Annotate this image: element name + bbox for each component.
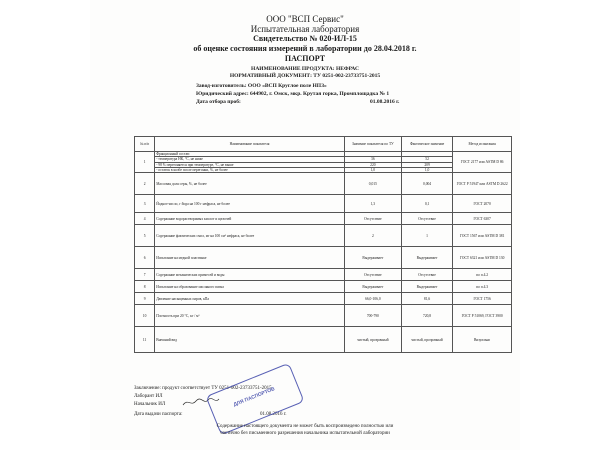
lab-name: Испытательная лаборатория	[250, 24, 360, 34]
row-method: ГОСТ 1756	[453, 293, 512, 305]
row-method: ГОСТ 2177 или ASTM D 86	[453, 152, 512, 173]
row-name: - остаток в колбе после перегонки, %, не более	[155, 167, 345, 172]
row-method: ГОСТ 6307	[453, 213, 512, 225]
row-method: ГОСТ 6321 или ASTM D 130	[453, 247, 512, 269]
header-no: № п/п	[135, 137, 155, 152]
row-norm: 66,0-106,0	[344, 293, 401, 305]
row-norm: Отсутствие	[344, 213, 401, 225]
table-row	[135, 327, 512, 353]
row-no: 7	[135, 269, 155, 281]
row-no: 5	[135, 225, 155, 247]
legal-address: Юридический адрес: 644902, г. Омск, мкр. Крутая горка, Промплощадка № 1	[196, 91, 390, 97]
copyright-note-line-1: Содержание настоящего документа не может быть воспроизведено полностью или	[216, 424, 394, 429]
header-name: Наименование показателя	[155, 137, 345, 152]
row-fact: 0,1	[401, 195, 452, 213]
header-method: Метод испытания	[453, 137, 512, 152]
row-fact: 1	[401, 225, 452, 247]
row-norm: 1,3	[344, 195, 401, 213]
row-name: Давление насыщенных паров, кПа	[155, 293, 345, 305]
table-row	[135, 305, 512, 327]
row-fact: 209	[401, 162, 452, 167]
issue-date-label: Дата выдачи паспорта:	[134, 412, 183, 417]
row-method: Визуально	[453, 327, 512, 353]
table-row	[135, 225, 512, 247]
sample-date-label: Дата отбора проб:	[196, 99, 241, 105]
row-name: Испытание на образование масляного пятна	[155, 281, 345, 293]
row-name: Йодное число, г йода на 100 г нефраса, не более	[155, 195, 345, 213]
header-norm: Значение показателя по ТУ	[344, 137, 401, 152]
certificate-number: Свидетельство № 020-ИЛ-15	[253, 34, 357, 43]
row-fact: 52	[401, 157, 452, 162]
row-name: Содержание фактических смол, мг на 100 см³ нефраса, не более	[155, 225, 345, 247]
row-name: Содержание механических примесей и воды	[155, 269, 345, 281]
row-no: 6	[135, 247, 155, 269]
conclusion: Заключение: продукт соответствует ТУ 0251-002-23733751-2015	[134, 386, 272, 391]
row-norm: 0,015	[344, 173, 401, 195]
row-norm: Отсутствие	[344, 269, 401, 281]
row-norm: чистый, прозрачный	[344, 327, 401, 353]
row-fact: 720,8	[401, 305, 452, 327]
row-fact: 81,6	[401, 293, 452, 305]
row-no: 8	[135, 281, 155, 293]
table-row	[135, 213, 512, 225]
row-norm: 220	[344, 162, 401, 167]
header-fact: Фактическое значение	[401, 137, 452, 152]
row-name: - 98 % перегоняется при температуре, °С, не выше	[155, 162, 345, 167]
table-row	[135, 195, 512, 213]
table-row	[135, 247, 512, 269]
row-no: 1	[135, 152, 155, 173]
row-norm: 1,0	[344, 167, 401, 172]
row-norm: Выдерживает	[344, 281, 401, 293]
table-header-row	[135, 137, 512, 152]
row-name: Плотность при 20 °С, кг / м³	[155, 305, 345, 327]
row-no: 3	[135, 195, 155, 213]
row-norm: 700-790	[344, 305, 401, 327]
row-method: ГОСТ 1567 или ASTM D 381	[453, 225, 512, 247]
row-no: 9	[135, 293, 155, 305]
stamp-text: ДЛЯ ПАСПОРТОВ	[232, 386, 276, 409]
table-row	[135, 281, 512, 293]
row-method: по п.4.3	[453, 281, 512, 293]
product-name: НАИМЕНОВАНИЕ ПРОДУКТА: НЕФРАС	[251, 66, 359, 72]
row-norm: Выдерживает	[344, 247, 401, 269]
row-method: ГОСТ Р 51069, ГОСТ 3900	[453, 305, 512, 327]
lab-assistant-label: Лаборант ИЛ	[134, 394, 163, 399]
row-fact: Отсутствие	[401, 213, 452, 225]
copyright-note-line-2: частично без письменного разрешения начальника испытательной лаборатории	[220, 431, 390, 436]
row-fact: Выдерживает	[401, 247, 452, 269]
row-fact: 0,004	[401, 173, 452, 195]
row-no: 11	[135, 327, 155, 353]
table-row	[135, 269, 512, 281]
results-table	[134, 136, 512, 353]
row-norm: 36	[344, 157, 401, 162]
row-method: ГОСТ 2070	[453, 195, 512, 213]
document-title: ПАСПОРТ	[284, 54, 326, 63]
row-no: 4	[135, 213, 155, 225]
passport-sheet	[90, 0, 520, 450]
row-name: Фракционный состав:	[155, 152, 345, 157]
row-name: Содержание водорастворимых кислот и щелочей	[155, 213, 345, 225]
table-row	[135, 293, 512, 305]
row-name: - температура НК, °С, не ниже	[155, 157, 345, 162]
row-fact: 1,0	[401, 167, 452, 172]
row-no: 2	[135, 173, 155, 195]
normative-document: НОРМАТИВНЫЙ ДОКУМЕНТ: ТУ 0251-002-23733751-2015	[229, 73, 381, 79]
lab-head-label: Начальник ИЛ	[134, 402, 166, 407]
issue-date-value: 01.08.2016 г.	[260, 412, 287, 417]
company-name: ООО "ВСП Сервис"	[266, 14, 344, 24]
sample-date-value: 01.08.2016 г.	[370, 99, 400, 105]
row-method: по п.4.2	[453, 269, 512, 281]
assessment-line: об оценке состояния измерений в лаборатории до 28.04.2018 г.	[193, 44, 417, 53]
row-fact: Отсутствие	[401, 269, 452, 281]
row-name: Внешний вид	[155, 327, 345, 353]
table-row	[135, 173, 512, 195]
row-no: 10	[135, 305, 155, 327]
row-method: ГОСТ Р 51947 или ASTM D 2622	[453, 173, 512, 195]
row-norm: 2	[344, 225, 401, 247]
manufacturer: Завод-изготовитель: ООО «ВСП Круглое поле НПЗ»	[196, 83, 327, 89]
row-fact: Выдерживает	[401, 281, 452, 293]
row-name: Массовая доля серы, %, не более	[155, 173, 345, 195]
row-name: Испытание на медной пластинке	[155, 247, 345, 269]
row-fact: чистый, прозрачный	[401, 327, 452, 353]
